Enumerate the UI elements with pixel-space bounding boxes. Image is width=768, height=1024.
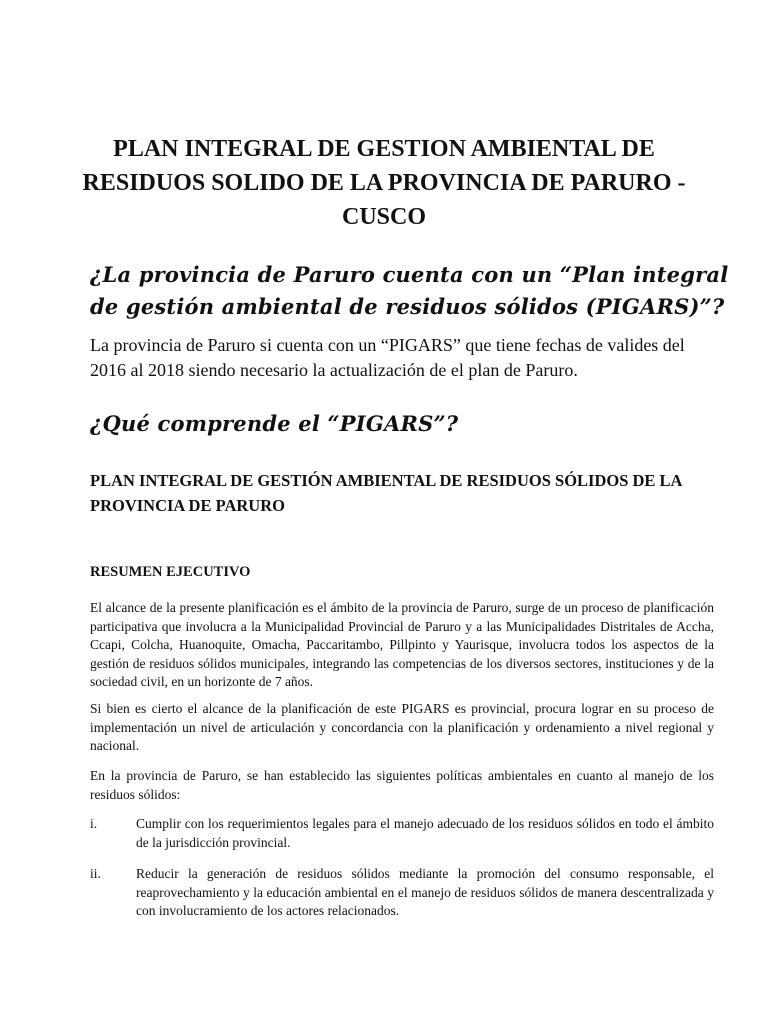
section-heading-resumen: RESUMEN EJECUTIVO — [90, 564, 251, 580]
list-item-text: Reducir la generación de residuos sólidos mediante la promoción del consumo responsable, el reaprovechamiento y la educación ambiental en el manejo de residuos sólidos de manera descentralizada y con involucramiento de los actores relacionados. — [136, 866, 714, 919]
paragraph-articulation: Si bien es cierto el alcance de la planificación de este PIGARS es provincial, procura lograr en su proceso de implementación un nivel de articulación y concordancia con la planificación y ordenamiento a nivel regional y nacional. — [90, 701, 714, 754]
paragraph-scope: El alcance de la presente planificación es el ámbito de la provincia de Paruro, surge de un proceso de planificación participativa que involucra a la Municipalidad Provincial de Paruro y a las Municipalidades Distritales de Accha, Ccapi, Colcha, Huanoquite, Omacha, Paccaritambo, Pillpinto y Yaurisque, involucra todos los aspectos de la gestión de residuos sólidos municipales, integrando las competencias de los diversos sectores, instituciones y de la sociedad civil, en un horizonte de 7 años. — [90, 600, 714, 690]
answer-pigars-exists: La provincia de Paruro si cuenta con un “PIGARS” que tiene fechas de valides del 2016 al 2018 siendo necesario la actualización de el plan de Paruro. — [90, 335, 685, 380]
paragraph-policies-intro: En la provincia de Paruro, se han establecido las siguientes políticas ambientales en cuanto al manejo de los residuos sólidos: — [90, 768, 714, 802]
list-item-text: Cumplir con los requerimientos legales para el manejo adecuado de los residuos sólidos en todo el ámbito de la jurisdicción provincial. — [136, 816, 714, 850]
document-title: PLAN INTEGRAL DE GESTION AMBIENTAL DE RESIDUOS SOLIDO DE LA PROVINCIA DE PARURO - CUSCO — [82, 136, 686, 230]
question-pigars-contents: ¿Qué comprende el “PIGARS”? — [90, 411, 459, 436]
list-marker: i. — [90, 816, 98, 831]
list-marker: ii. — [90, 866, 101, 881]
plan-subtitle: PLAN INTEGRAL DE GESTIÓN AMBIENTAL DE RESIDUOS SÓLIDOS DE LA PROVINCIA DE PARURO — [90, 471, 682, 515]
question-pigars-exists: ¿La provincia de Paruro cuenta con un “Plan integral de gestión ambiental de residuos sólidos (PIGARS)”? — [90, 262, 729, 319]
